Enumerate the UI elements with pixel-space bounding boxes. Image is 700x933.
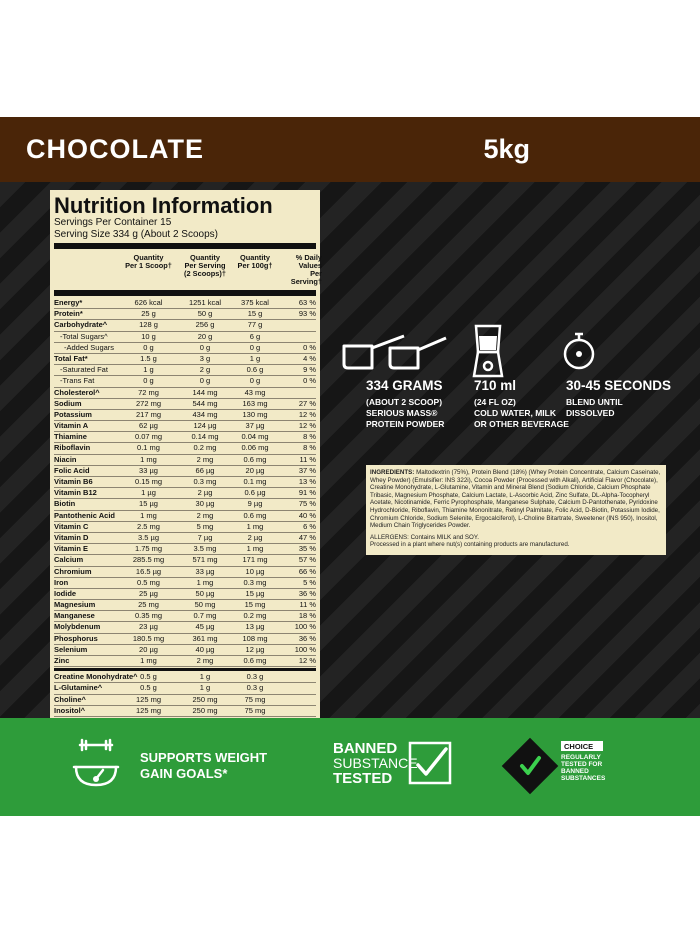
col-header-daily-values: % Daily Values Per Serving† bbox=[290, 253, 322, 286]
per-scoop-value: 0.1 mg bbox=[137, 443, 160, 453]
nutrition-row bbox=[54, 466, 316, 477]
nutrient-name: L-Glutamine^ bbox=[54, 683, 103, 693]
per-100g-value: 12 µg bbox=[245, 644, 265, 654]
nutrient-name: Calcium bbox=[54, 555, 84, 565]
nutrition-row bbox=[54, 683, 316, 694]
blend-details: BLEND UNTIL DISSOLVED bbox=[566, 397, 623, 418]
nutrient-name: Niacin bbox=[54, 454, 77, 464]
per-serving-value: 1 g bbox=[199, 683, 211, 693]
nutrition-row bbox=[54, 455, 316, 466]
daily-value: 100 % bbox=[294, 644, 316, 654]
scale-dumbbell-icon bbox=[70, 737, 122, 789]
nutrient-name: Energy* bbox=[54, 298, 83, 307]
nutrition-row bbox=[54, 567, 316, 578]
per-100g-value: 75 mg bbox=[244, 705, 266, 715]
nutrition-row bbox=[54, 634, 316, 645]
nutrient-name: Total Fat* bbox=[54, 353, 88, 363]
nutrient-name: Vitamin D bbox=[54, 532, 89, 542]
checkmark-box-icon bbox=[408, 741, 452, 785]
nutrition-rows bbox=[54, 298, 316, 717]
per-serving-value: 1251 kcal bbox=[188, 298, 222, 307]
weight-gain-claim: SUPPORTS WEIGHT GAIN GOALS* bbox=[140, 750, 268, 781]
per-scoop-value: 62 µg bbox=[139, 421, 158, 431]
nutrient-name: Riboflavin bbox=[54, 443, 91, 453]
per-serving-value: 3 g bbox=[199, 353, 211, 363]
col-header-per-scoop: Quantity Per 1 Scoop† bbox=[125, 253, 172, 270]
daily-value: 27 % bbox=[298, 398, 316, 408]
per-scoop-value: 20 µg bbox=[139, 644, 158, 654]
daily-value: 36 % bbox=[298, 588, 316, 598]
servings-per-container: Servings Per Container 15 bbox=[54, 217, 172, 228]
shaker-icon bbox=[470, 322, 506, 380]
daily-value: 75 % bbox=[298, 499, 316, 509]
per-serving-value: 2 mg bbox=[196, 454, 214, 464]
per-scoop-value: 1.75 mg bbox=[134, 544, 163, 554]
per-100g-value: 171 mg bbox=[242, 555, 268, 565]
per-100g-value: 0.6 g bbox=[246, 365, 264, 375]
per-scoop-value: 2.5 mg bbox=[137, 521, 160, 531]
per-100g-value: 15 g bbox=[247, 309, 263, 319]
per-serving-value: 30 µg bbox=[195, 499, 215, 509]
nutrition-row bbox=[54, 645, 316, 656]
scoop-icon bbox=[338, 332, 450, 376]
processing-text: Processed in a plant where nut(s) containing products are manufactured. bbox=[370, 541, 570, 549]
per-serving-value: 50 mg bbox=[194, 600, 216, 610]
per-serving-value: 40 µg bbox=[195, 644, 215, 654]
nutrition-row bbox=[54, 499, 316, 510]
col-header-per-100g: Quantity Per 100g† bbox=[237, 253, 273, 270]
per-100g-value: 0.06 mg bbox=[241, 443, 269, 453]
nutrition-row bbox=[54, 555, 316, 566]
nutrient-name: -Added Sugars bbox=[64, 342, 115, 352]
nutrition-row bbox=[54, 477, 316, 488]
per-scoop-value: 0 g bbox=[143, 376, 154, 386]
daily-value: 37 % bbox=[298, 465, 316, 475]
daily-value: 0 % bbox=[303, 376, 316, 386]
per-serving-value: 250 mg bbox=[192, 705, 218, 715]
per-scoop-value: 23 µg bbox=[139, 622, 158, 632]
per-scoop-value: 1 µg bbox=[141, 488, 156, 498]
bottom-white-area bbox=[0, 816, 700, 933]
per-100g-value: 20 µg bbox=[245, 465, 265, 475]
per-100g-value: 0.6 µg bbox=[244, 488, 266, 498]
daily-value bbox=[277, 683, 322, 693]
nutrient-name: Creatine Monohydrate^ bbox=[54, 672, 138, 682]
nutrient-name: Phosphorus bbox=[54, 633, 98, 643]
per-100g-value: 0.6 mg bbox=[243, 656, 267, 665]
daily-value: 63 % bbox=[298, 298, 316, 307]
nutrient-name: -Total Sugars^ bbox=[60, 331, 108, 341]
scoop-details: (ABOUT 2 SCOOP) SERIOUS MASS® PROTEIN POWDER bbox=[366, 397, 445, 429]
per-scoop-value: 125 mg bbox=[135, 694, 162, 704]
per-scoop-value: 25 µg bbox=[139, 588, 158, 598]
per-scoop-value: 10 g bbox=[141, 331, 156, 341]
nutrition-row bbox=[54, 332, 316, 343]
per-serving-value: 0.7 mg bbox=[193, 611, 217, 621]
per-scoop-value: 0.15 mg bbox=[134, 477, 163, 486]
per-scoop-value: 25 mg bbox=[138, 600, 159, 610]
nutrition-row bbox=[54, 399, 316, 410]
per-serving-value: 2 mg bbox=[196, 656, 214, 665]
per-scoop-value: 272 mg bbox=[135, 398, 162, 408]
per-serving-value: 0.3 mg bbox=[193, 477, 217, 486]
per-100g-value: 130 mg bbox=[242, 409, 268, 419]
nutrient-name: Vitamin E bbox=[54, 544, 89, 554]
per-100g-value: 15 µg bbox=[245, 588, 265, 598]
nutrient-name: Choline^ bbox=[54, 694, 86, 704]
daily-value: 47 % bbox=[298, 532, 316, 542]
per-100g-value: 163 mg bbox=[242, 398, 268, 408]
per-100g-value: 37 µg bbox=[245, 421, 265, 431]
per-scoop-value: 125 mg bbox=[135, 705, 162, 715]
per-100g-value: 6 g bbox=[249, 331, 261, 341]
per-scoop-value: 180.5 mg bbox=[132, 633, 165, 643]
per-100g-value: 0.3 g bbox=[246, 683, 264, 693]
per-serving-value: 2 µg bbox=[197, 488, 213, 498]
daily-value: 66 % bbox=[298, 566, 316, 576]
nutrient-name: Iodide bbox=[54, 588, 77, 598]
daily-value: 100 % bbox=[294, 622, 316, 632]
per-scoop-value: 15 µg bbox=[139, 499, 158, 509]
nutrient-name: Biotin bbox=[54, 499, 76, 509]
nutrition-header-row bbox=[54, 251, 322, 288]
per-100g-value: 1 mg bbox=[246, 544, 264, 554]
per-100g-value: 0 g bbox=[249, 342, 261, 352]
nutrient-name: -Trans Fat bbox=[60, 376, 95, 386]
per-100g-value: 0.1 mg bbox=[243, 477, 267, 486]
nutrition-row bbox=[54, 511, 316, 522]
per-100g-value: 2 µg bbox=[247, 532, 263, 542]
daily-value: 36 % bbox=[298, 633, 316, 643]
nutrition-row bbox=[54, 600, 316, 611]
per-scoop-value: 0.07 mg bbox=[134, 432, 163, 442]
nutrition-row bbox=[54, 298, 316, 309]
nutrient-name: Thiamine bbox=[54, 432, 87, 442]
nutrient-name: Selenium bbox=[54, 644, 88, 654]
per-scoop-value: 1 mg bbox=[140, 656, 157, 665]
per-serving-value: 50 g bbox=[197, 309, 213, 319]
per-scoop-value: 217 mg bbox=[135, 409, 162, 419]
per-serving-value: 0 g bbox=[199, 342, 211, 352]
nutrition-row bbox=[54, 410, 316, 421]
daily-value: 5 % bbox=[303, 577, 316, 587]
nutrient-name: Inositol^ bbox=[54, 705, 86, 715]
daily-value: 91 % bbox=[298, 488, 316, 498]
per-serving-value: 544 mg bbox=[192, 398, 218, 408]
per-scoop-value: 16.5 µg bbox=[135, 566, 162, 576]
per-scoop-value: 0.35 mg bbox=[134, 611, 163, 621]
blend-time: 30-45 SECONDS bbox=[566, 378, 672, 393]
daily-value bbox=[277, 332, 322, 342]
per-scoop-value: 626 kcal bbox=[134, 298, 163, 307]
per-serving-value: 66 µg bbox=[195, 465, 215, 475]
col-header-per-serving: Quantity Per Serving (2 Scoops)† bbox=[184, 253, 226, 278]
per-100g-value: 0.3 g bbox=[246, 672, 264, 682]
per-serving-value: 361 mg bbox=[192, 633, 218, 643]
per-100g-value: 0 g bbox=[249, 376, 261, 386]
per-serving-value: 2 g bbox=[199, 365, 211, 375]
nutrition-row bbox=[54, 611, 316, 622]
per-serving-value: 1 mg bbox=[196, 577, 214, 587]
per-100g-value: 375 kcal bbox=[241, 298, 269, 307]
nutrition-row bbox=[54, 421, 316, 432]
per-100g-value: 0.6 mg bbox=[243, 510, 267, 520]
nutrient-name: Vitamin C bbox=[54, 521, 89, 531]
nutrition-row bbox=[54, 656, 316, 667]
pack-size: 5kg bbox=[483, 134, 530, 164]
daily-value: 8 % bbox=[303, 432, 316, 442]
nutrition-row bbox=[54, 443, 316, 454]
choice-details: REGULARLY TESTED FOR BANNED SUBSTANCES bbox=[561, 754, 606, 782]
nutrient-name: Vitamin B12 bbox=[54, 488, 97, 498]
nutrition-row bbox=[54, 354, 316, 365]
per-scoop-value: 3.5 µg bbox=[137, 532, 159, 542]
per-scoop-value: 1 g bbox=[143, 365, 154, 375]
per-serving-value: 1 g bbox=[199, 672, 211, 682]
per-serving-value: 571 mg bbox=[192, 555, 218, 565]
nutrient-name: Vitamin B6 bbox=[54, 477, 93, 486]
per-scoop-value: 1 mg bbox=[140, 454, 157, 464]
nutrient-name: Folic Acid bbox=[54, 465, 90, 475]
per-serving-value: 2 mg bbox=[196, 510, 214, 520]
per-serving-value: 0 g bbox=[199, 376, 211, 386]
per-serving-value: 0.14 mg bbox=[191, 432, 219, 442]
serving-size: Serving Size 334 g (About 2 Scoops) bbox=[54, 229, 218, 240]
nutrition-title: Nutrition Information bbox=[54, 193, 273, 218]
nutrition-row bbox=[54, 622, 316, 633]
daily-value: 11 % bbox=[299, 600, 316, 610]
timer-icon bbox=[562, 331, 596, 371]
daily-value: 0 % bbox=[303, 342, 316, 352]
divider bbox=[54, 668, 316, 671]
per-serving-value: 256 g bbox=[195, 320, 215, 330]
nutrient-name: Iron bbox=[54, 577, 69, 587]
per-scoop-value: 72 mg bbox=[138, 387, 159, 397]
top-white-area bbox=[0, 0, 700, 117]
per-scoop-value: 0 g bbox=[143, 342, 154, 352]
per-scoop-value: 128 g bbox=[139, 320, 158, 330]
daily-value: 8 % bbox=[303, 443, 316, 453]
flavor-name: CHOCOLATE bbox=[26, 134, 204, 164]
per-100g-value: 77 g bbox=[247, 320, 263, 330]
nutrition-row bbox=[54, 488, 316, 499]
informed-choice-logo bbox=[502, 738, 558, 794]
daily-value: 12 % bbox=[298, 656, 316, 665]
per-serving-value: 144 mg bbox=[192, 387, 218, 397]
per-100g-value: 75 mg bbox=[244, 694, 266, 704]
per-100g-value: 10 µg bbox=[245, 566, 265, 576]
daily-value: 93 % bbox=[298, 309, 316, 319]
per-100g-value: 15 mg bbox=[244, 600, 266, 610]
nutrient-name: Sodium bbox=[54, 398, 82, 408]
per-serving-value: 124 µg bbox=[193, 421, 217, 431]
daily-value: 11 % bbox=[299, 454, 316, 464]
per-100g-value: 108 mg bbox=[242, 633, 268, 643]
nutrition-row bbox=[54, 388, 316, 399]
scoop-amount: 334 GRAMS bbox=[366, 378, 443, 393]
daily-value: 12 % bbox=[298, 421, 316, 431]
nutrient-name: Molybdenum bbox=[54, 622, 101, 632]
per-serving-value: 250 mg bbox=[192, 694, 218, 704]
nutrition-row bbox=[54, 343, 316, 354]
daily-value bbox=[277, 695, 322, 705]
per-serving-value: 50 µg bbox=[195, 588, 215, 598]
nutrient-name: Zinc bbox=[54, 656, 70, 665]
divider bbox=[54, 243, 316, 249]
nutrition-row bbox=[54, 365, 316, 376]
daily-value: 9 % bbox=[303, 365, 316, 375]
per-scoop-value: 1 mg bbox=[140, 510, 157, 520]
daily-value: 6 % bbox=[303, 521, 316, 531]
nutrient-name: Manganese bbox=[54, 611, 95, 621]
per-100g-value: 1 g bbox=[249, 353, 261, 363]
nutrition-row bbox=[54, 672, 316, 683]
per-scoop-value: 0.5 g bbox=[140, 672, 157, 682]
nutrition-row bbox=[54, 320, 316, 331]
nutrition-row bbox=[54, 695, 316, 706]
nutrition-row bbox=[54, 432, 316, 443]
daily-value bbox=[277, 388, 322, 398]
per-scoop-value: 0.5 g bbox=[140, 683, 157, 693]
per-serving-value: 0.2 mg bbox=[193, 443, 217, 453]
nutrition-row bbox=[54, 578, 316, 589]
per-100g-value: 0.6 mg bbox=[243, 454, 267, 464]
daily-value: 12 % bbox=[298, 409, 316, 419]
nutrient-name: Vitamin A bbox=[54, 421, 89, 431]
per-serving-value: 20 g bbox=[197, 331, 213, 341]
per-scoop-value: 285.5 mg bbox=[132, 555, 165, 565]
nutrition-row bbox=[54, 376, 316, 387]
nutrient-name: Protein* bbox=[54, 309, 83, 319]
per-100g-value: 9 µg bbox=[247, 499, 263, 509]
per-scoop-value: 0.5 mg bbox=[137, 577, 160, 587]
daily-value: 4 % bbox=[303, 353, 316, 363]
daily-value: 13 % bbox=[298, 477, 316, 486]
per-100g-value: 0.04 mg bbox=[241, 432, 269, 442]
per-100g-value: 0.3 mg bbox=[243, 577, 267, 587]
per-scoop-value: 1.5 g bbox=[140, 353, 157, 363]
nutrition-row bbox=[54, 533, 316, 544]
daily-value: 40 % bbox=[298, 510, 316, 520]
ingredients-text: INGREDIENTS: Maltodextrin (75%), Protein Blend (18%) (Whey Protein Concentrate, Calcium Caseinate, Whey Powder) (Emulsifier: INS 322i), Cocoa Powder (Processed with Alkali), Artificial Flavor (Chocolate), Creatine Monohydrate, L-Glutamine, Vitamin and Mineral Blend (Sodium Chloride, Calcium Phosphate Tribasic, Magnesium Phosphate, Calcium Lactate, L-Ascorbic Acid, Zinc Sulfate, DL-Alpha-Tocopheryl Acetate, Nicotinamide, Ferric Pyrophosphate, Manganese Sulphate, Calcium D-Pantothenate, Pyridoxine Hydrochloride, Riboflavin, Thiamine Mononitrate, Retinyl Palmitate, Folic Acid, D-Biotin, Potassium Iodide, Chromium Chloride, Sodium Selenite, Ergocalciferol), L-Choline Bitartrate, Sweetener (INS 950), Inositol, Medium Chain Triglycerides Powder. bbox=[370, 469, 661, 530]
daily-value: 57 % bbox=[298, 555, 316, 565]
choice-label: CHOICE bbox=[564, 742, 594, 751]
per-serving-value: 3.5 mg bbox=[193, 544, 217, 554]
ingredients-panel bbox=[366, 465, 666, 555]
nutrition-panel bbox=[50, 190, 320, 718]
per-100g-value: 0.2 mg bbox=[243, 611, 267, 621]
nutrition-row bbox=[54, 589, 316, 600]
nutrition-row bbox=[54, 706, 316, 717]
per-scoop-value: 33 µg bbox=[139, 465, 158, 475]
nutrient-name: Magnesium bbox=[54, 600, 96, 610]
nutrient-name: Chromium bbox=[54, 566, 92, 576]
nutrition-row bbox=[54, 309, 316, 320]
nutrient-name: Cholesterol^ bbox=[54, 387, 100, 397]
nutrient-name: Potassium bbox=[54, 409, 92, 419]
nutrition-row bbox=[54, 522, 316, 533]
nutrient-name: Carbohydrate^ bbox=[54, 320, 108, 330]
divider bbox=[54, 290, 316, 296]
nutrient-name: Pantothenic Acid bbox=[54, 510, 115, 520]
allergens-text: ALLERGENS: Contains MILK and SOY. bbox=[370, 533, 479, 541]
daily-value: 18 % bbox=[298, 611, 316, 621]
daily-value bbox=[277, 320, 322, 330]
banned-substance-badge: BANNED SUBSTANCE TESTED bbox=[333, 740, 418, 787]
per-serving-value: 45 µg bbox=[195, 622, 215, 632]
daily-value bbox=[277, 672, 322, 682]
per-serving-value: 434 mg bbox=[192, 409, 218, 419]
flavor-band bbox=[0, 117, 700, 182]
per-100g-value: 13 µg bbox=[245, 622, 265, 632]
per-serving-value: 33 µg bbox=[195, 566, 215, 576]
nutrient-name: -Saturated Fat bbox=[60, 365, 108, 375]
daily-value: 35 % bbox=[298, 544, 316, 554]
per-serving-value: 5 mg bbox=[196, 521, 214, 531]
nutrition-row bbox=[54, 544, 316, 555]
per-serving-value: 7 µg bbox=[197, 532, 213, 542]
liquid-details: (24 FL OZ) COLD WATER, MILK OR OTHER BEVERAGE bbox=[474, 397, 569, 429]
liquid-amount: 710 ml bbox=[474, 378, 517, 393]
daily-value bbox=[277, 706, 322, 716]
per-100g-value: 1 mg bbox=[246, 521, 264, 531]
per-scoop-value: 25 g bbox=[141, 309, 156, 319]
per-100g-value: 43 mg bbox=[244, 387, 266, 397]
